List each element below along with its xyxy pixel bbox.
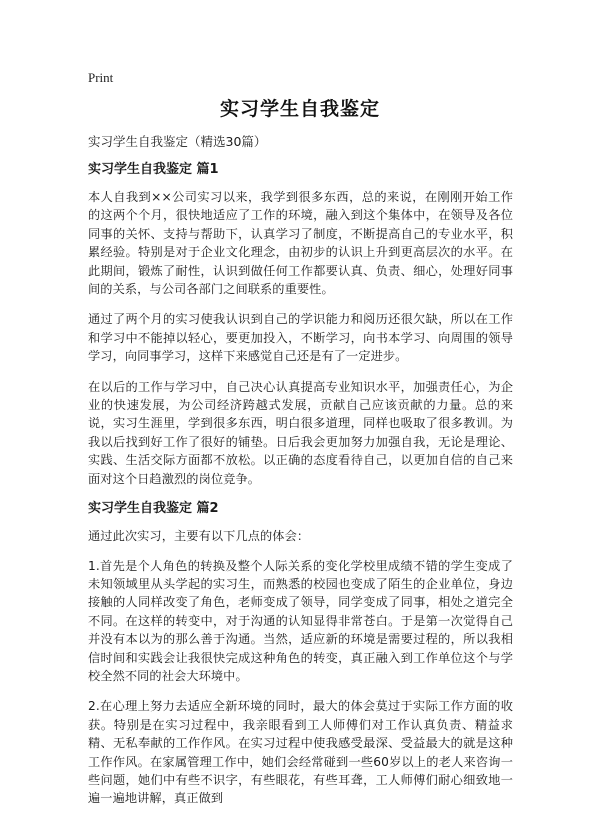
- print-link[interactable]: Print: [88, 70, 114, 85]
- paragraph: 本人自我到××公司实习以来，我学到很多东西，总的来说，在刚刚开始工作的这两个个月，很快地适应了工作的环境，融入到这个集体中，在领导及各位同事的关怀、支持与帮助下，认真学习了制度，不断提高自己的专业水平，积累经验。特别是对于企业文化理念，由初步的认识上升到更高层次的水平。在此期间，锻炼了耐性，认识到做任何工作都要认真、负责、细心，处理好同事间的关系，与公司各部门之间联系的重要性。: [88, 190, 513, 297]
- paragraph: 2.在心理上努力去适应全新环境的同时，最大的体会莫过于实际工作方面的收获。特别是在实习过程中，我亲眼看到工人师傅们对工作认真负责、精益求精、无私奉献的工作作风。在实习过程中使我感受最深、受益最大的就是这种工作作风。在家属管理工作中，她们会经常碰到一些60岁以上的老人来咨询一些问题，她们中有些不识字，有些眼花，有些耳聋，工人师傅们耐心细致地一遍一遍地讲解，真正做到: [88, 699, 513, 806]
- paragraph: 通过了两个月的实习使我认识到自己的学识能力和阅历还很欠缺，所以在工作和学习中不能掉以轻心，要更加投入，不断学习，向书本学习、向周围的领导学习，向同事学习，这样下来感觉自己还是有了一定进步。: [88, 312, 513, 364]
- section-heading-2: 实习学生自我鉴定 篇2: [88, 501, 219, 517]
- paragraph: 通过此次实习，主要有以下几点的体会：: [88, 529, 310, 544]
- document-subtitle: 实习学生自我鉴定（精选30篇）: [88, 134, 267, 149]
- paragraph: 在以后的工作与学习中，自己决心认真提高专业知识水平，加强责任心，为企业的快速发展，为公司经济跨越式发展，贡献自己应该贡献的力量。总的来说，实习生涯里，学到很多东西，明白很多道理，同样也吸取了很多教训。为我以后找到好工作了很好的铺垫。日后我会更加努力加强自我，无论是理论、实践、生活交际方面都不放松。以正确的态度看待自己，以更加自信的自己来面对这个日趋激烈的岗位竞争。: [88, 379, 513, 486]
- document-body: [88, 133, 513, 820]
- paragraph: 1.首先是个人角色的转换及整个人际关系的变化学校里成绩不错的学生变成了未知领域里从头学起的实习生，而熟悉的校园也变成了陌生的企业单位，身边接触的人同样改变了角色，老师变成了领导，同学变成了同事，相处之道完全不同。在这样的转变中，对于沟通的认知显得非常苍白。于是第一次觉得自己并没有本以为的那么善于沟通。当然，适应新的环境是需要过程的，所以我相信时间和实践会让我很快完成这种角色的转变，真正融入到工作单位这个与学校全然不同的社会大环境中。: [88, 558, 513, 683]
- section-heading-1: 实习学生自我鉴定 篇1: [88, 162, 219, 177]
- document-title: 实习学生自我鉴定: [219, 98, 380, 120]
